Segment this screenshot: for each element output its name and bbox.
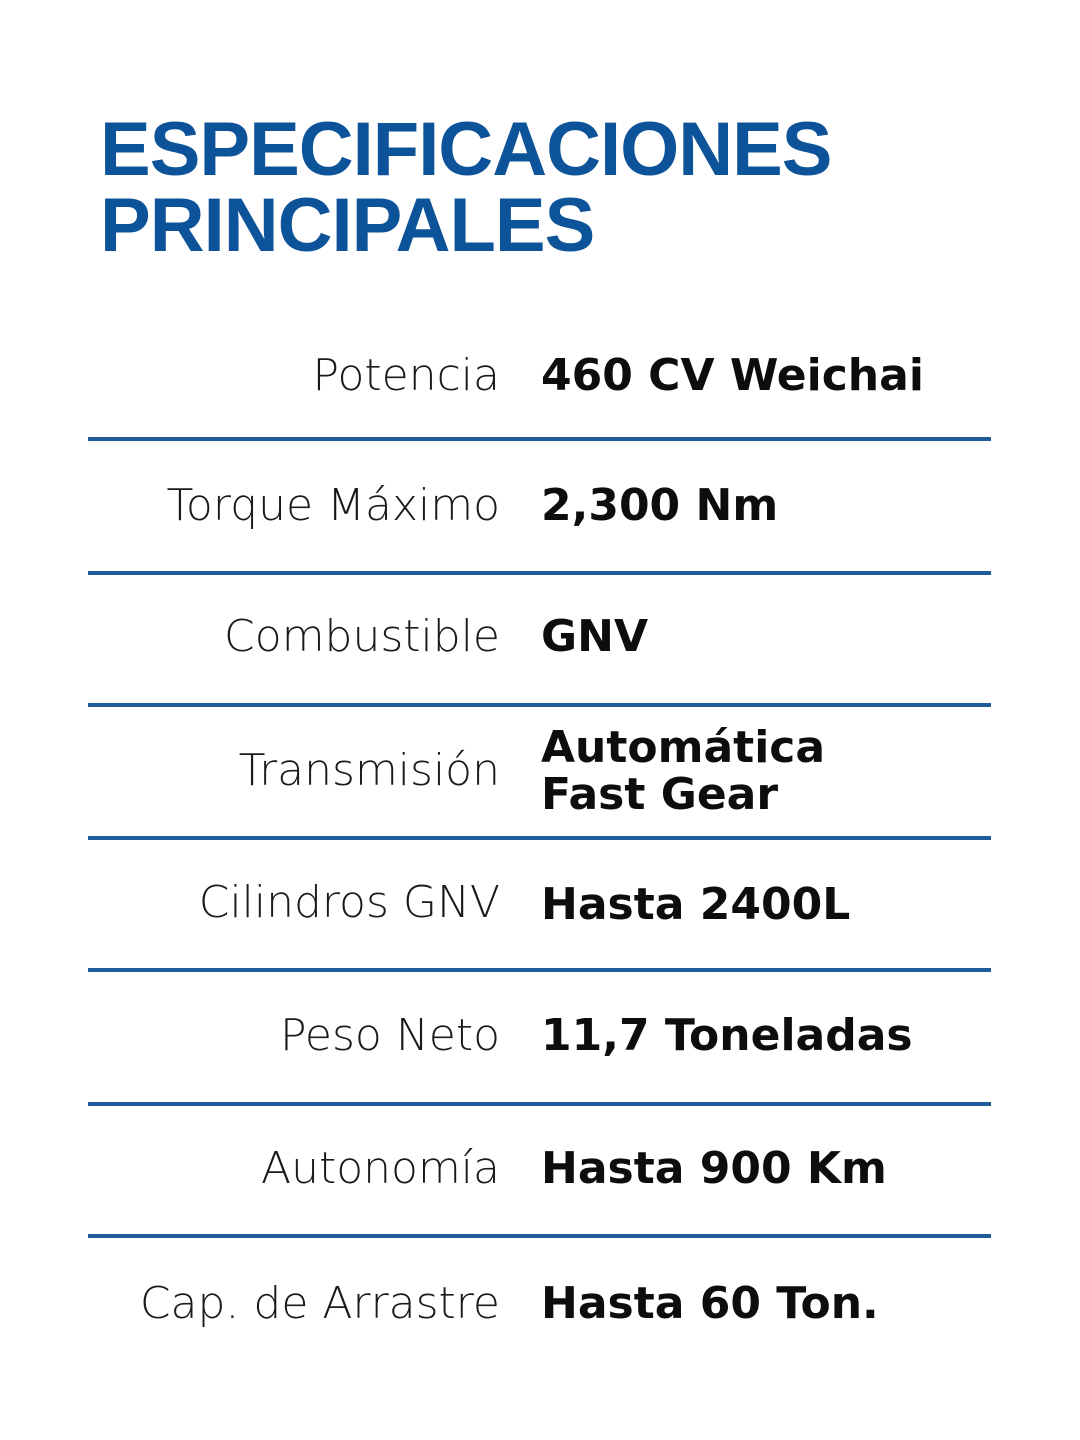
spec-label-potencia: Potencia [312,350,500,401]
spec-value-arrastre: Hasta 60 Ton. [541,1278,879,1329]
spec-value-transmision-line-2: Fast Gear [541,769,779,820]
spec-label-peso: Peso Neto [279,1010,500,1061]
row-divider [88,968,991,972]
title-line-2: PRINCIPALES [100,183,595,268]
row-divider [88,1102,991,1106]
spec-label-cilindros: Cilindros GNV [198,877,500,928]
spec-value-cilindros: Hasta 2400L [541,879,851,930]
row-divider [88,437,991,441]
row-divider [88,703,991,707]
page-title [100,107,832,268]
spec-label-transmision: Transmisión [238,745,500,796]
spec-label-arrastre: Cap. de Arrastre [139,1278,500,1329]
spec-label-torque: Torque Máximo [166,480,500,531]
spec-value-potencia: 460 CV Weichai [541,350,924,401]
spec-label-autonomia: Autonomía [260,1143,500,1194]
spec-value-autonomia: Hasta 900 Km [541,1143,887,1194]
row-divider [88,1234,991,1238]
row-divider [88,571,991,575]
title-line-1: ESPECIFICACIONES [100,107,832,192]
spec-value-torque: 2,300 Nm [541,480,779,531]
spec-value-peso: 11,7 Toneladas [541,1010,913,1061]
spec-label-combustible: Combustible [224,611,500,662]
spec-value-transmision-line-1: Automática [541,722,826,773]
spec-value-transmision [541,724,825,818]
spec-value-combustible: GNV [541,611,648,662]
row-divider [88,836,991,840]
